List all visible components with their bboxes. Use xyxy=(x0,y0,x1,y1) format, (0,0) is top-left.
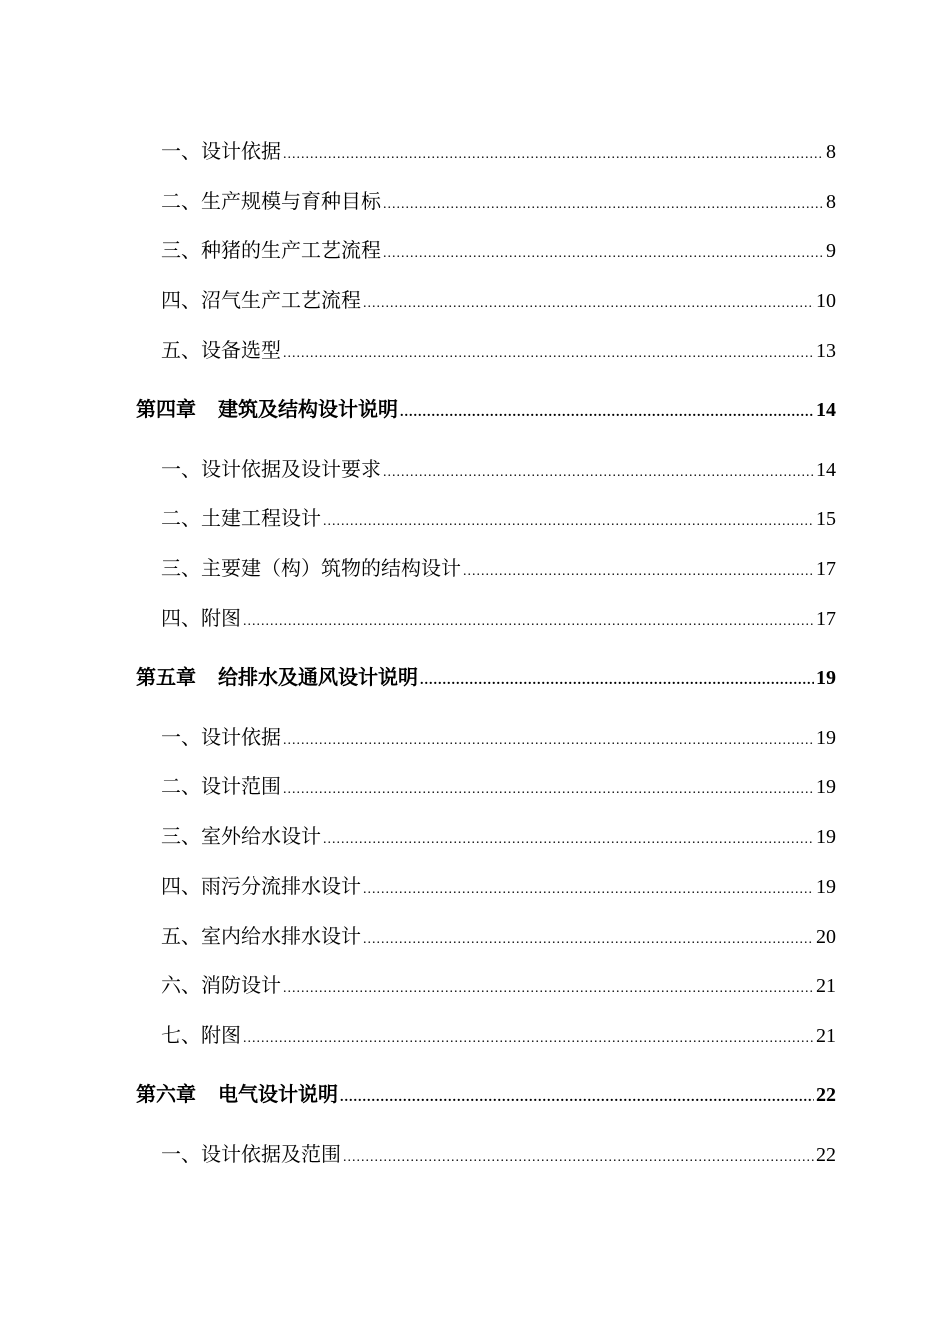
toc-entry-title: 一、设计依据及范围 xyxy=(161,1142,341,1166)
toc-dot-leader xyxy=(340,1083,814,1113)
toc-entry[interactable] xyxy=(161,722,836,752)
toc-entry-page: 17 xyxy=(816,608,836,630)
toc-entry-title: 二、土建工程设计 xyxy=(161,506,321,530)
toc-entry[interactable] xyxy=(161,335,836,365)
toc-entry-page: 9 xyxy=(826,240,836,262)
toc-entry-page: 13 xyxy=(816,340,836,362)
toc-entry[interactable] xyxy=(161,454,836,484)
toc-entry[interactable] xyxy=(161,871,836,901)
toc-entry-title: 三、室外给水设计 xyxy=(161,824,321,848)
toc-chapter-number: 第五章 xyxy=(136,665,196,689)
toc-dot-leader xyxy=(463,557,814,587)
toc-entry-title: 六、消防设计 xyxy=(161,973,281,997)
toc-entry-page: 19 xyxy=(816,667,836,689)
toc-dot-leader xyxy=(383,190,824,220)
toc-chapter-entry[interactable] xyxy=(136,1079,836,1109)
toc-entry[interactable] xyxy=(161,235,836,265)
toc-entry-page: 10 xyxy=(816,290,836,312)
toc-dot-leader xyxy=(323,507,814,537)
toc-entry-page: 14 xyxy=(816,399,836,421)
toc-entry-page: 22 xyxy=(816,1144,836,1166)
toc-entry-page: 20 xyxy=(816,926,836,948)
toc-entry-page: 15 xyxy=(816,508,836,530)
toc-chapter-heading xyxy=(136,1079,338,1109)
toc-dot-leader xyxy=(343,1143,814,1173)
toc-dot-leader xyxy=(420,666,814,696)
toc-entry[interactable] xyxy=(161,503,836,533)
toc-entry-title: 一、设计依据及设计要求 xyxy=(161,457,381,481)
toc-dot-leader xyxy=(363,875,814,905)
toc-chapter-entry[interactable] xyxy=(136,662,836,692)
toc-dot-leader xyxy=(363,925,814,955)
toc-entry-page: 19 xyxy=(816,876,836,898)
toc-dot-leader xyxy=(363,289,814,319)
toc-dot-leader xyxy=(283,974,814,1004)
toc-entry-title: 五、设备选型 xyxy=(161,338,281,362)
toc-entry[interactable] xyxy=(161,603,836,633)
toc-chapter-title: 给排水及通风设计说明 xyxy=(218,665,418,689)
toc-entry[interactable] xyxy=(161,186,836,216)
toc-entry-title: 二、设计范围 xyxy=(161,774,281,798)
toc-dot-leader xyxy=(283,726,814,756)
toc-entry-page: 22 xyxy=(816,1084,836,1106)
toc-entry[interactable] xyxy=(161,136,836,166)
toc-chapter-title: 电气设计说明 xyxy=(218,1082,338,1106)
toc-dot-leader xyxy=(383,458,814,488)
toc-entry-page: 19 xyxy=(816,776,836,798)
toc-entry-title: 一、设计依据 xyxy=(161,725,281,749)
toc-entry-title: 四、附图 xyxy=(161,606,241,630)
toc-chapter-entry[interactable] xyxy=(136,394,836,424)
toc-entry-page: 8 xyxy=(826,191,836,213)
toc-entry[interactable] xyxy=(161,821,836,851)
toc-chapter-title: 建筑及结构设计说明 xyxy=(218,397,398,421)
toc-entry-title: 三、种猪的生产工艺流程 xyxy=(161,238,381,262)
toc-dot-leader xyxy=(383,239,824,269)
toc-chapter-heading xyxy=(136,394,398,424)
toc-entry-page: 21 xyxy=(816,975,836,997)
toc-chapter-heading xyxy=(136,662,418,692)
toc-entry-page: 21 xyxy=(816,1025,836,1047)
toc-entry[interactable] xyxy=(161,553,836,583)
toc-dot-leader xyxy=(243,1024,814,1054)
toc-entry-title: 三、主要建（构）筑物的结构设计 xyxy=(161,556,461,580)
toc-dot-leader xyxy=(283,775,814,805)
toc-dot-leader xyxy=(243,607,814,637)
toc-dot-leader xyxy=(283,140,824,170)
toc-entry-title: 一、设计依据 xyxy=(161,139,281,163)
toc-entry-title: 七、附图 xyxy=(161,1023,241,1047)
toc-entry-page: 19 xyxy=(816,727,836,749)
toc-entry[interactable] xyxy=(161,1139,836,1169)
toc-entry-page: 14 xyxy=(816,459,836,481)
toc-entry-title: 四、雨污分流排水设计 xyxy=(161,874,361,898)
toc-entry[interactable] xyxy=(161,771,836,801)
toc-entry[interactable] xyxy=(161,285,836,315)
toc-entry[interactable] xyxy=(161,1020,836,1050)
toc-chapter-number: 第四章 xyxy=(136,397,196,421)
toc-dot-leader xyxy=(400,398,814,428)
toc-entry[interactable] xyxy=(161,970,836,1000)
toc-entry-page: 8 xyxy=(826,141,836,163)
toc-dot-leader xyxy=(283,339,814,369)
toc-entry-page: 17 xyxy=(816,558,836,580)
toc-entry-page: 19 xyxy=(816,826,836,848)
toc-entry-title: 二、生产规模与育种目标 xyxy=(161,189,381,213)
toc-entry[interactable] xyxy=(161,921,836,951)
toc-chapter-number: 第六章 xyxy=(136,1082,196,1106)
toc-entry-title: 四、沼气生产工艺流程 xyxy=(161,288,361,312)
toc-entry-title: 五、室内给水排水设计 xyxy=(161,924,361,948)
toc-dot-leader xyxy=(323,825,814,855)
